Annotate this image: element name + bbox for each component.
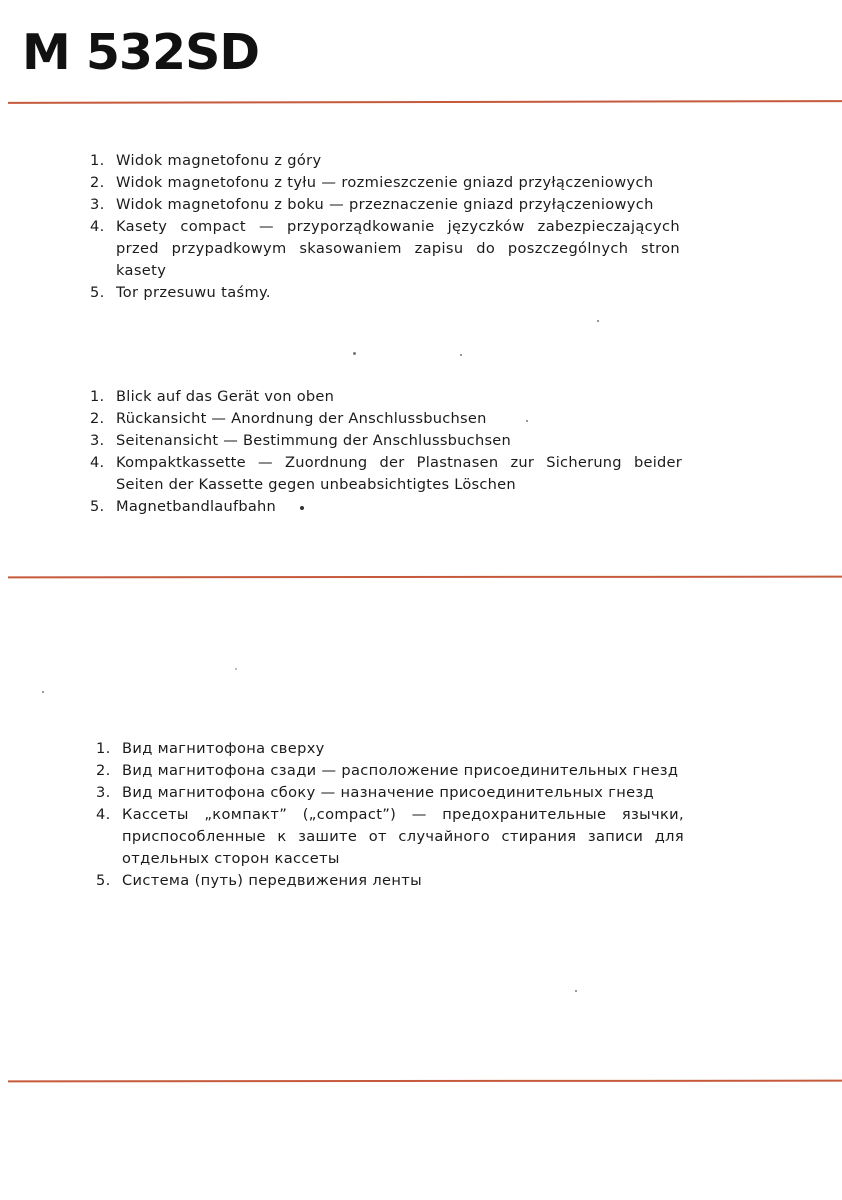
scan-speck xyxy=(526,420,528,422)
scan-speck xyxy=(460,354,462,356)
scan-speck xyxy=(300,506,304,510)
list-item: 4. Кассеты „компакт” („compact”) — предохранительные язычки, приспособленные к зашите от случайного стирания записи для отдельных сторон кассеты xyxy=(96,806,684,867)
list-item: 5. Magnetbandlaufbahn xyxy=(90,498,277,515)
scan-speck xyxy=(575,990,577,992)
divider-bottom xyxy=(8,1080,842,1083)
list-item: 2. Widok magnetofonu z tyłu — rozmieszczenie gniazd przyłączeniowych xyxy=(90,174,654,191)
polish-caption-list xyxy=(90,150,680,304)
list-item: 3. Вид магнитофона сбоку — назначение присоединительных гнезд xyxy=(96,784,654,801)
list-item: 3. Seitenansicht — Bestimmung der Anschlussbuchsen xyxy=(90,432,512,449)
russian-caption-list xyxy=(96,738,684,892)
list-item: 4. Kasety compact — przyporządkowanie języczków zabezpieczających przed przypadkowym skasowaniem zapisu do poszczególnych stron kasety xyxy=(90,218,680,279)
model-title: M 532SD xyxy=(22,24,260,81)
list-item: 5. Tor przesuwu taśmy. xyxy=(90,284,271,301)
list-item: 4. Kompaktkassette — Zuordnung der Plastnasen zur Sicherung beider Seiten der Kassette gegen unbeabsichtigtes Löschen xyxy=(90,454,682,493)
scan-speck xyxy=(235,668,237,670)
divider-top xyxy=(8,100,842,104)
list-item: 1. Вид магнитофона сверху xyxy=(96,740,325,757)
divider-middle xyxy=(8,576,842,579)
scan-speck xyxy=(353,352,356,355)
german-caption-list xyxy=(90,386,682,518)
scan-speck xyxy=(42,691,44,693)
list-item: 1. Widok magnetofonu z góry xyxy=(90,152,322,169)
scan-speck xyxy=(597,320,599,322)
list-item: 2. Rückansicht — Anordnung der Anschlussbuchsen xyxy=(90,410,487,427)
list-item: 5. Система (путь) передвижения ленты xyxy=(96,872,423,889)
list-item: 1. Blick auf das Gerät von oben xyxy=(90,388,335,405)
list-item: 2. Вид магнитофона сзади — расположение присоединительных гнезд xyxy=(96,762,679,779)
list-item: 3. Widok magnetofonu z boku — przeznaczenie gniazd przyłączeniowych xyxy=(90,196,654,213)
